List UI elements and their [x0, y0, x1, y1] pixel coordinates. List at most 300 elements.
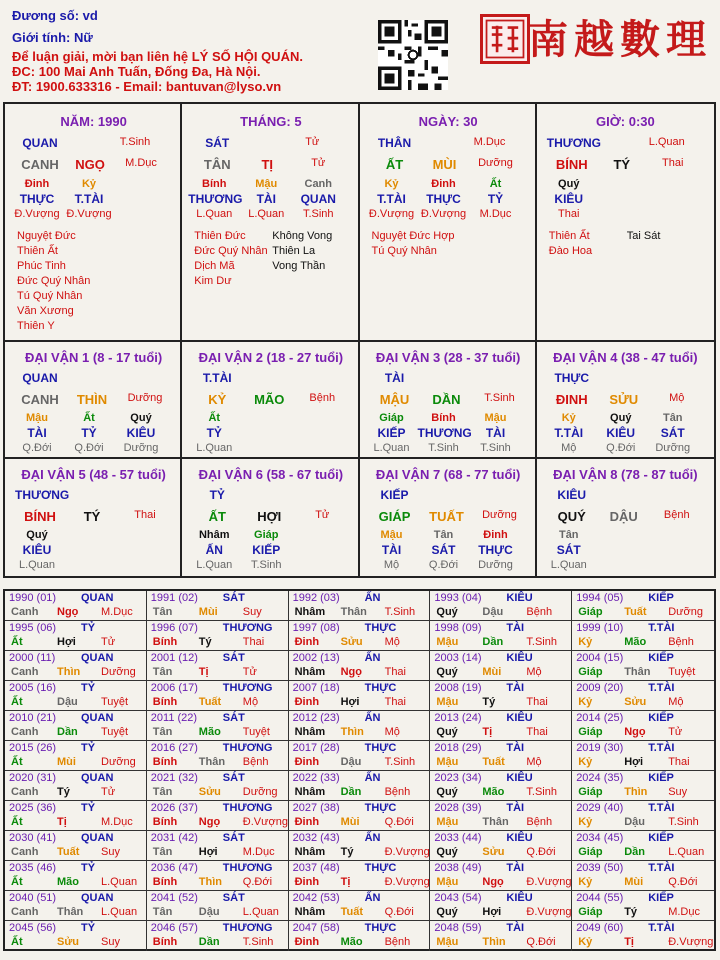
- year-cell[interactable]: [5, 681, 147, 711]
- hidden-phase: T.Sinh: [302, 208, 334, 220]
- star-item: Nguyệt Đức Hợp: [371, 230, 455, 242]
- year-phase: M.Dục: [242, 846, 275, 858]
- year-ten-god: THỰC: [364, 742, 397, 754]
- hidden-phase: Đ.Vượng: [368, 208, 415, 220]
- year-stem: Bính: [152, 816, 178, 828]
- pillar-phase-top: M.Dục: [473, 136, 506, 148]
- year-label: 1994 (05): [576, 592, 624, 604]
- year-phase: Thai: [668, 756, 690, 768]
- year-label: 2005 (16): [9, 682, 57, 694]
- owner-line: [12, 8, 98, 23]
- year-phase: T.Sinh: [668, 816, 699, 828]
- year-cell[interactable]: [572, 861, 714, 891]
- year-cell[interactable]: [289, 711, 431, 741]
- year-ten-god: ẤN: [364, 592, 381, 604]
- year-cell[interactable]: [572, 831, 714, 861]
- year-stem: Tân: [152, 786, 173, 798]
- year-cell[interactable]: [572, 771, 714, 801]
- year-branch: Thìn: [482, 936, 506, 948]
- year-cell[interactable]: [5, 831, 147, 861]
- year-branch: Tý: [57, 786, 70, 798]
- year-cell[interactable]: [572, 621, 714, 651]
- year-stem: Canh: [11, 606, 39, 618]
- hidden-stem: Kỷ: [561, 412, 576, 424]
- year-branch: Dậu: [624, 816, 645, 828]
- year-branch: Tuất: [340, 906, 363, 918]
- year-label: 2006 (17): [150, 682, 198, 694]
- year-cell[interactable]: [5, 861, 147, 891]
- year-ten-god: TỶ: [81, 802, 96, 814]
- year-phase: Mộ: [526, 666, 542, 678]
- star-item: Thiên Đức: [194, 230, 246, 242]
- year-label: 1992 (03): [292, 592, 340, 604]
- year-cell[interactable]: [289, 831, 431, 861]
- year-phase: Mộ: [242, 696, 259, 708]
- pillar-branch: TỊ: [261, 157, 274, 172]
- year-branch: Tý: [624, 906, 638, 918]
- year-label: 2032 (43): [292, 832, 340, 844]
- year-label: 2040 (51): [9, 892, 57, 904]
- hidden-phase: M.Dục: [479, 208, 512, 220]
- year-cell[interactable]: [430, 681, 572, 711]
- year-cell[interactable]: [147, 891, 289, 921]
- year-phase: T.Sinh: [384, 756, 416, 768]
- year-branch: Tuất: [57, 846, 80, 858]
- dai-van-phase: Bệnh: [663, 509, 690, 521]
- year-phase: Đ.Vượng: [526, 876, 572, 888]
- year-stem: Quý: [436, 726, 458, 738]
- year-branch: Dần: [198, 936, 220, 948]
- pillar-stem: BÍNH: [555, 157, 588, 172]
- dai-van-title: ĐẠI VẬN 8 (78 - 87 tuổi): [553, 467, 698, 482]
- year-label: 2002 (13): [292, 652, 340, 664]
- hidden-ten-god: THƯƠNG: [188, 192, 243, 206]
- year-cell[interactable]: [289, 771, 431, 801]
- year-cell[interactable]: [430, 861, 572, 891]
- year-cell[interactable]: [430, 801, 572, 831]
- year-cell[interactable]: [572, 591, 714, 621]
- year-label: 2034 (45): [576, 832, 624, 844]
- year-ten-god: TÀI: [506, 622, 525, 634]
- year-cell[interactable]: [147, 711, 289, 741]
- year-cell[interactable]: [5, 891, 147, 921]
- year-ten-god: TÀI: [506, 682, 525, 694]
- hidden-stem: Tân: [558, 529, 579, 541]
- year-cell[interactable]: [572, 711, 714, 741]
- year-cell[interactable]: [5, 651, 147, 681]
- year-stem: Kỷ: [578, 636, 593, 648]
- star-item: Nguyệt Đức: [17, 230, 76, 242]
- year-label: 2003 (14): [434, 652, 482, 664]
- year-phase: T.Sinh: [526, 636, 557, 648]
- year-stem: Kỷ: [578, 756, 593, 768]
- year-stem: Quý: [436, 666, 458, 678]
- star-item: Kim Dư: [194, 275, 232, 287]
- year-ten-god: QUAN: [81, 832, 114, 844]
- dai-van-phase: Dưỡng: [482, 509, 517, 521]
- year-branch: Ngọ: [57, 606, 79, 618]
- year-stem: Đinh: [294, 936, 320, 948]
- year-stem: Tân: [152, 846, 173, 858]
- year-cell[interactable]: [147, 741, 289, 771]
- year-cell[interactable]: [289, 621, 431, 651]
- year-stem: Bính: [152, 696, 178, 708]
- hidden-stem: Mậu: [484, 412, 507, 424]
- year-cell[interactable]: [5, 621, 147, 651]
- year-ten-god: TỶ: [81, 682, 96, 694]
- year-branch: Thân: [57, 906, 84, 918]
- year-stem: Mậu: [436, 816, 459, 828]
- dai-van-branch: MÃO: [254, 392, 285, 407]
- year-phase: Mộ: [526, 756, 542, 768]
- star-item: Đức Quý Nhân: [17, 275, 91, 287]
- year-label: 2038 (49): [434, 862, 482, 874]
- pillar-phase-top: L.Quan: [648, 136, 685, 148]
- year-label: 2046 (57): [150, 922, 198, 934]
- year-branch: Thân: [198, 756, 226, 768]
- year-ten-god: TÀI: [506, 742, 525, 754]
- hidden-phase: Dưỡng: [655, 442, 691, 454]
- year-branch: Thìn: [57, 666, 81, 678]
- year-cell[interactable]: [430, 891, 572, 921]
- year-stem: Quý: [436, 846, 458, 858]
- hidden-stem: Canh: [304, 178, 332, 190]
- hidden-ten-god: KIÊU: [606, 426, 636, 440]
- year-label: 2008 (19): [434, 682, 482, 694]
- year-cell[interactable]: [289, 651, 431, 681]
- brand-logo: 南越數理: [528, 16, 712, 63]
- dai-van-stem: KỶ: [208, 392, 227, 407]
- hidden-phase: Q.Đới: [606, 442, 636, 454]
- year-cell[interactable]: [289, 741, 431, 771]
- year-phase: Mộ: [668, 696, 684, 708]
- year-cell[interactable]: [572, 921, 714, 951]
- year-branch: Hợi: [624, 756, 644, 768]
- chart-header: [0, 0, 720, 100]
- hidden-stem: Quý: [130, 412, 152, 424]
- year-branch: Dần: [340, 786, 362, 798]
- year-label: 2027 (38): [292, 802, 340, 814]
- year-phase: Q.Đới: [668, 876, 698, 888]
- year-stem: Nhâm: [294, 606, 326, 618]
- year-stem: Ất: [11, 636, 23, 648]
- dai-van-stem: CANH: [21, 392, 59, 407]
- hidden-ten-god: TÀI: [27, 426, 47, 440]
- year-label: 2022 (33): [292, 772, 340, 784]
- year-branch: Dậu: [340, 756, 362, 768]
- year-branch: Tị: [624, 936, 634, 948]
- hidden-stem: Đinh: [431, 178, 456, 190]
- year-stem: Mậu: [436, 636, 459, 648]
- year-branch: Hợi: [482, 906, 502, 918]
- year-cell[interactable]: [289, 801, 431, 831]
- year-cell[interactable]: [289, 861, 431, 891]
- year-branch: Ngọ: [482, 876, 504, 888]
- year-cell[interactable]: [5, 591, 147, 621]
- year-phase: L.Quan: [242, 906, 279, 918]
- year-stem: Mậu: [436, 876, 459, 888]
- hidden-stem: Tân: [433, 529, 454, 541]
- year-label: 1996 (07): [150, 622, 198, 634]
- dai-van-stem: ẤT: [208, 509, 226, 524]
- pillar-title: NĂM: 1990: [60, 114, 127, 129]
- year-stem: Ất: [11, 696, 23, 708]
- pillar-branch: NGỌ: [75, 157, 105, 172]
- year-ten-god: THỰC: [364, 802, 397, 814]
- year-label: 2014 (25): [576, 712, 624, 724]
- hidden-phase: Đ.Vượng: [420, 208, 467, 220]
- star-item: Vong Thần: [272, 260, 326, 272]
- year-cell[interactable]: [5, 921, 147, 951]
- year-cell[interactable]: [289, 891, 431, 921]
- year-cell[interactable]: [289, 681, 431, 711]
- qr-code-icon[interactable]: [378, 20, 448, 90]
- year-branch: Tuất: [624, 606, 647, 618]
- year-branch: Ngọ: [198, 816, 221, 828]
- dai-van-title: ĐẠI VẬN 5 (48 - 57 tuổi): [21, 467, 166, 482]
- year-stem: Canh: [11, 846, 39, 858]
- hidden-ten-god: SÁT: [660, 426, 685, 440]
- hidden-phase: Thai: [558, 208, 580, 220]
- year-label: 2048 (59): [434, 922, 482, 934]
- year-phase: Suy: [242, 606, 262, 618]
- year-cell[interactable]: [147, 921, 289, 951]
- hidden-stem: Quý: [558, 178, 580, 190]
- year-label: 2028 (39): [434, 802, 482, 814]
- year-cell[interactable]: [572, 681, 714, 711]
- year-ten-god: THƯƠNG: [222, 802, 273, 814]
- pillar-title: GIỜ: 0:30: [595, 114, 655, 129]
- year-ten-god: QUAN: [81, 772, 114, 784]
- year-cell[interactable]: [147, 681, 289, 711]
- year-cell[interactable]: [147, 771, 289, 801]
- year-ten-god: KIÊU: [506, 652, 533, 664]
- year-phase: Thai: [526, 696, 548, 708]
- pillar-title: THÁNG: 5: [240, 114, 302, 129]
- year-label: 2019 (30): [576, 742, 624, 754]
- year-stem: Canh: [11, 906, 39, 918]
- hidden-stem: Giáp: [379, 412, 404, 424]
- pillar-branch: MÙI: [432, 157, 457, 172]
- year-label: 1991 (02): [150, 592, 198, 604]
- year-phase: Suy: [668, 786, 688, 798]
- hidden-phase: L.Quan: [196, 559, 233, 571]
- year-ten-god: QUAN: [81, 892, 114, 904]
- year-phase: Mộ: [384, 636, 400, 648]
- hidden-phase: Q.Đới: [428, 559, 459, 571]
- year-stem: Quý: [436, 786, 458, 798]
- dai-van-title: ĐẠI VẬN 7 (68 - 77 tuổi): [375, 467, 521, 482]
- year-label: 2036 (47): [150, 862, 198, 874]
- contact-phone-email: ĐT: 1900.633316 - Email: bantuvan@lyso.vn: [12, 79, 282, 94]
- year-stem: Giáp: [578, 606, 603, 618]
- hidden-stem: Kỷ: [384, 178, 399, 190]
- year-ten-god: SÁT: [222, 832, 245, 844]
- year-ten-god: THỰC: [364, 922, 397, 934]
- year-ten-god: T.TÀI: [648, 742, 675, 754]
- hidden-phase: Dưỡng: [478, 559, 513, 571]
- year-branch: Thân: [340, 606, 367, 618]
- year-stem: Đinh: [294, 816, 320, 828]
- year-cell[interactable]: [572, 741, 714, 771]
- year-stem: Bính: [152, 876, 178, 888]
- year-label: 2043 (54): [434, 892, 482, 904]
- year-branch: Hợi: [340, 696, 360, 708]
- year-stem: Tân: [152, 606, 173, 618]
- hidden-ten-god: T.TÀI: [377, 192, 406, 206]
- hidden-ten-god: TỶ: [206, 426, 222, 440]
- year-branch: Mão: [198, 726, 221, 738]
- year-label: 1993 (04): [434, 592, 482, 604]
- year-cell[interactable]: [430, 651, 572, 681]
- year-branch: Ngọ: [624, 726, 646, 738]
- year-stem: Canh: [11, 666, 39, 678]
- hidden-phase: L.Quan: [373, 442, 410, 454]
- dai-van-phase: Tử: [315, 509, 330, 521]
- year-phase: T.Sinh: [242, 936, 274, 948]
- year-cell[interactable]: [430, 771, 572, 801]
- hidden-phase: L.Quan: [196, 208, 233, 220]
- year-cell[interactable]: [430, 921, 572, 951]
- hidden-phase: Q.Đới: [74, 442, 104, 454]
- year-cell[interactable]: [572, 801, 714, 831]
- dai-van-ten-god: TÀI: [384, 371, 405, 385]
- pillars-grid: [3, 102, 716, 578]
- year-stem: Giáp: [578, 846, 603, 858]
- year-cell[interactable]: [147, 621, 289, 651]
- year-ten-god: QUAN: [81, 712, 114, 724]
- year-branch: Tý: [198, 636, 212, 648]
- year-cell[interactable]: [289, 921, 431, 951]
- year-label: 2037 (48): [292, 862, 340, 874]
- dai-van-title: ĐẠI VẬN 3 (28 - 37 tuổi): [375, 350, 521, 365]
- year-label: 1998 (09): [434, 622, 482, 634]
- year-ten-god: SÁT: [222, 892, 245, 904]
- dai-van-cell: [5, 459, 182, 576]
- year-cell[interactable]: [430, 831, 572, 861]
- year-ten-god: KIẾP: [648, 712, 674, 724]
- year-label: 2049 (60): [576, 922, 624, 934]
- year-ten-god: TỶ: [81, 922, 96, 934]
- year-label: 2044 (55): [576, 892, 624, 904]
- year-phase: Dưỡng: [668, 606, 703, 618]
- year-cell[interactable]: [430, 621, 572, 651]
- year-phase: Suy: [101, 936, 120, 948]
- year-phase: Mộ: [384, 726, 400, 738]
- year-phase: Q.Đới: [526, 846, 556, 858]
- year-ten-god: ẤN: [364, 772, 381, 784]
- year-ten-god: SÁT: [222, 592, 245, 604]
- year-stem: Tân: [152, 906, 173, 918]
- hidden-phase: Q.Đới: [22, 442, 52, 454]
- year-cell[interactable]: [5, 741, 147, 771]
- year-label: 2024 (35): [576, 772, 624, 784]
- year-stem: Bính: [152, 936, 178, 948]
- year-branch: Sửu: [624, 696, 647, 708]
- year-label: 2011 (22): [150, 712, 198, 724]
- year-label: 2033 (44): [434, 832, 482, 844]
- hidden-stem: Kỷ: [81, 178, 97, 190]
- year-cell[interactable]: [147, 651, 289, 681]
- year-phase: Tử: [668, 726, 683, 738]
- year-cell[interactable]: [147, 831, 289, 861]
- hidden-phase: Mộ: [383, 559, 400, 571]
- year-cell[interactable]: [430, 711, 572, 741]
- year-ten-god: KIẾP: [648, 652, 674, 664]
- year-ten-god: SÁT: [222, 772, 245, 784]
- year-phase: L.Quan: [668, 846, 705, 858]
- year-cell[interactable]: [147, 801, 289, 831]
- pillar-phase: Dưỡng: [478, 157, 513, 169]
- year-ten-god: TÀI: [506, 862, 525, 874]
- hidden-stem: Nhâm: [198, 529, 230, 541]
- year-branch: Mão: [340, 936, 363, 948]
- year-ten-god: T.TÀI: [648, 922, 675, 934]
- dai-van-stem: ĐINH: [555, 392, 588, 407]
- hidden-ten-god: TÀI: [381, 543, 402, 557]
- dai-van-branch: DẦN: [432, 392, 461, 407]
- contact-invite: Để luận giải, mời bạn liên hệ LÝ SỐ HỘI QUÁN.: [12, 49, 303, 64]
- year-stem: Nhâm: [294, 786, 326, 798]
- year-phase: Suy: [101, 846, 120, 858]
- hidden-stem: Mậu: [26, 412, 48, 424]
- year-branch: Tý: [482, 696, 496, 708]
- year-cell[interactable]: [5, 801, 147, 831]
- dai-van-cell: [360, 342, 537, 459]
- pillar-stem: CANH: [21, 157, 59, 172]
- year-cell[interactable]: [430, 741, 572, 771]
- year-label: 1990 (01): [9, 592, 57, 604]
- dai-van-phase: Bệnh: [309, 392, 336, 404]
- hidden-stem: Ất: [83, 412, 95, 424]
- year-cell[interactable]: [430, 591, 572, 621]
- year-label: 2007 (18): [292, 682, 340, 694]
- year-cell[interactable]: [289, 591, 431, 621]
- hidden-ten-god: THỰC: [478, 543, 513, 557]
- year-branch: Mùi: [624, 876, 644, 888]
- pillar-phase-top: Tử: [305, 136, 320, 148]
- year-cell[interactable]: [572, 891, 714, 921]
- dai-van-phase: T.Sinh: [484, 392, 515, 404]
- year-label: 2001 (12): [150, 652, 198, 664]
- year-cell[interactable]: [572, 651, 714, 681]
- year-phase: Đ.Vượng: [384, 876, 430, 888]
- pillar-ten-god: QUAN: [22, 136, 58, 150]
- year-cell[interactable]: [147, 591, 289, 621]
- year-cell[interactable]: [147, 861, 289, 891]
- dai-van-stem: QUÝ: [557, 509, 586, 524]
- hidden-ten-god: TỶ: [81, 426, 97, 440]
- year-cell[interactable]: [5, 711, 147, 741]
- year-branch: Dậu: [57, 696, 78, 708]
- year-phase: Bệnh: [242, 756, 269, 768]
- year-stem: Quý: [436, 906, 458, 918]
- year-cell[interactable]: [5, 771, 147, 801]
- star-item: Thiên Ất: [548, 230, 590, 242]
- year-ten-god: KIÊU: [506, 712, 533, 724]
- hidden-stem: Ất: [208, 412, 221, 424]
- year-branch: Mão: [624, 636, 647, 648]
- year-ten-god: THƯƠNG: [222, 742, 273, 754]
- year-label: 1999 (10): [576, 622, 624, 634]
- dai-van-ten-god: QUAN: [22, 371, 58, 385]
- year-stem: Giáp: [578, 786, 603, 798]
- year-phase: Đ.Vượng: [668, 936, 714, 948]
- year-branch: Thân: [482, 816, 509, 828]
- annual-luck-table: [3, 589, 716, 951]
- hidden-ten-god: TỶ: [487, 192, 504, 206]
- year-phase: L.Quan: [101, 876, 138, 888]
